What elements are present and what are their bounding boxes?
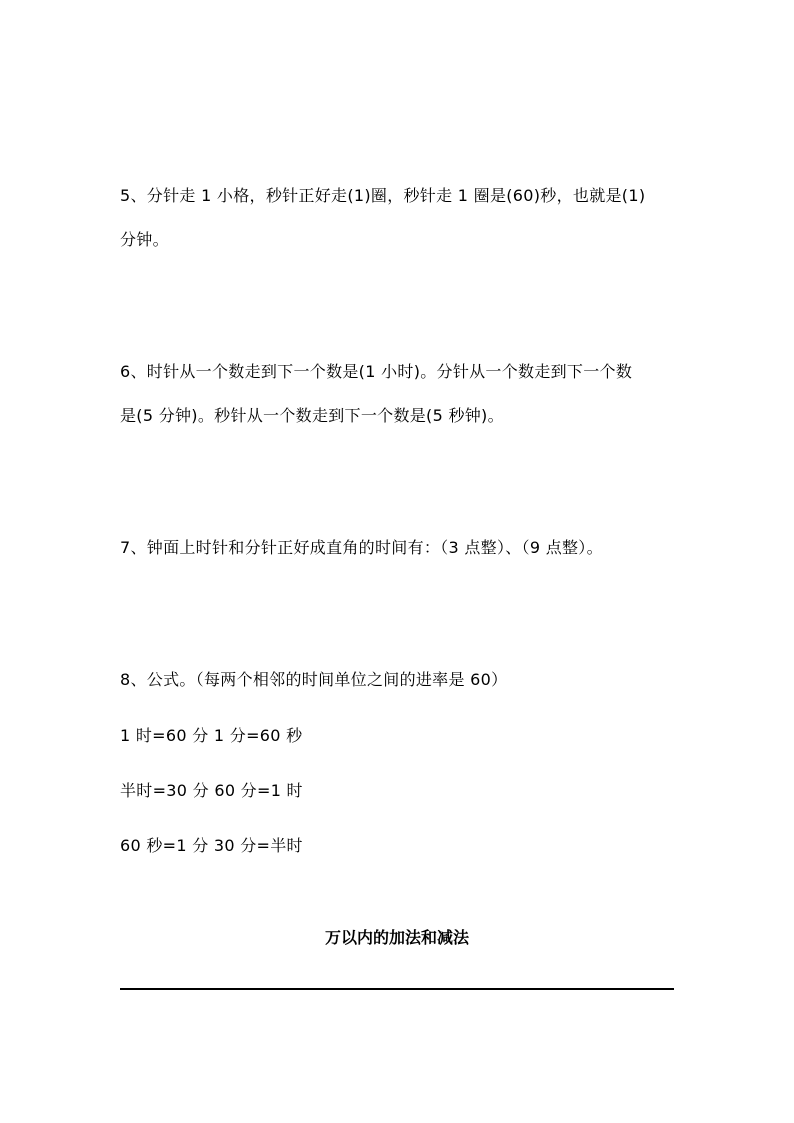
item-7-line-1: 7、钟面上时针和分针正好成直角的时间有：（3 点整）、（9 点整）。 — [120, 538, 603, 557]
section-title: 万以内的加法和减法 — [324, 928, 469, 947]
formula-line-2: 半时=30 分 60 分=1 时 — [120, 781, 303, 800]
item-8-heading: 8、公式。（每两个相邻的时间单位之间的进率是 60） — [120, 670, 508, 689]
formula-line-1: 1 时=60 分 1 分=60 秒 — [120, 726, 303, 745]
item-5-line-1: 5、分针走 1 小格，秒针正好走(1)圈，秒针走 1 圈是(60)秒，也就是(1) — [120, 186, 646, 205]
horizontal-rule — [120, 988, 674, 990]
item-6-line-1: 6、时针从一个数走到下一个数是(1 小时)。分针从一个数走到下一个数 — [120, 362, 633, 381]
item-5-line-2: 分钟。 — [120, 230, 169, 249]
formula-line-3: 60 秒=1 分 30 分=半时 — [120, 836, 303, 855]
item-6-line-2: 是(5 分钟)。秒针从一个数走到下一个数是(5 秒钟)。 — [120, 406, 504, 425]
